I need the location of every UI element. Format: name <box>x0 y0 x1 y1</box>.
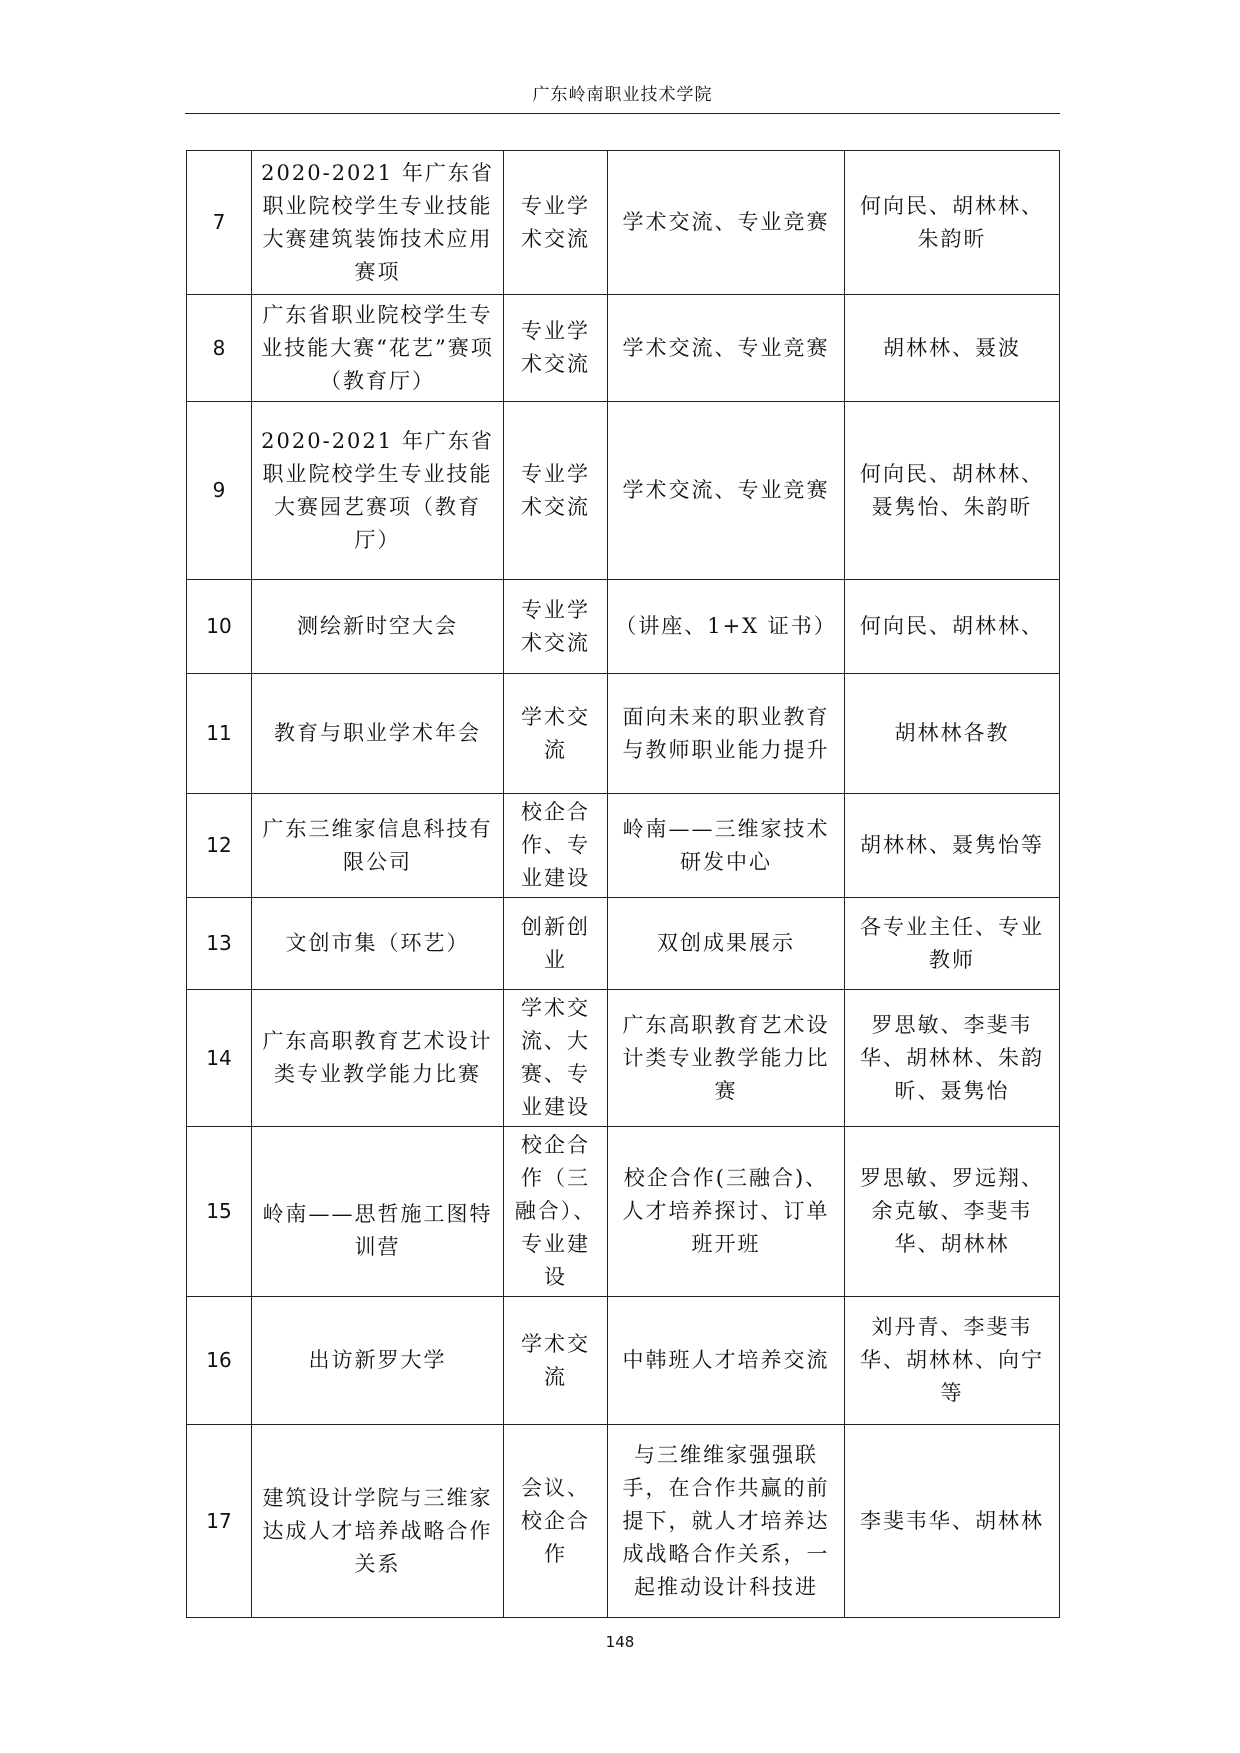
activity-content: 学术交流、专业竞赛 <box>608 151 845 295</box>
row-number: 14 <box>187 990 252 1127</box>
activity-content: 广东高职教育艺术设计类专业教学能力比赛 <box>608 990 845 1127</box>
activity-category: 学术交流 <box>504 1297 608 1425</box>
page-header-title: 广东岭南职业技术学院 <box>532 85 713 105</box>
activity-category: 专业学术交流 <box>504 580 608 674</box>
participants: 何向民、胡林林、聂隽怡、朱韵昕 <box>845 402 1060 580</box>
activity-name: 文创市集（环艺） <box>252 898 504 990</box>
activity-category: 校企合作、专业建设 <box>504 794 608 898</box>
activity-content: 与三维维家强强联手，在合作共赢的前提下，就人才培养达成战略合作关系，一起推动设计科技进 <box>608 1425 845 1618</box>
activity-name: 岭南——思哲施工图特训营 <box>252 1127 504 1297</box>
activity-content: 校企合作(三融合)、人才培养探讨、订单班开班 <box>608 1127 845 1297</box>
table-row <box>187 580 1060 674</box>
row-number: 13 <box>187 898 252 990</box>
activity-content: 面向未来的职业教育与教师职业能力提升 <box>608 674 845 794</box>
table-row <box>187 151 1060 295</box>
activity-category: 校企合作（三融合）、专业建设 <box>504 1127 608 1297</box>
row-number: 8 <box>187 295 252 402</box>
activity-content: 中韩班人才培养交流 <box>608 1297 845 1425</box>
participants: 胡林林、聂隽怡等 <box>845 794 1060 898</box>
participants: 胡林林、聂波 <box>845 295 1060 402</box>
table-row <box>187 794 1060 898</box>
activity-name: 测绘新时空大会 <box>252 580 504 674</box>
table-row <box>187 898 1060 990</box>
participants: 胡林林各教 <box>845 674 1060 794</box>
row-number: 16 <box>187 1297 252 1425</box>
activity-content: 双创成果展示 <box>608 898 845 990</box>
table-row <box>187 1297 1060 1425</box>
table-row <box>187 990 1060 1127</box>
activity-category: 专业学术交流 <box>504 402 608 580</box>
activity-category: 学术交流、大赛、专业建设 <box>504 990 608 1127</box>
row-number: 17 <box>187 1425 252 1618</box>
activity-content: 学术交流、专业竞赛 <box>608 402 845 580</box>
participants: 刘丹青、李斐韦华、胡林林、向宁等 <box>845 1297 1060 1425</box>
page-number: 148 <box>605 1633 635 1651</box>
row-number: 11 <box>187 674 252 794</box>
activity-category: 专业学术交流 <box>504 295 608 402</box>
participants: 李斐韦华、胡林林 <box>845 1425 1060 1618</box>
participants: 何向民、胡林林、朱韵昕 <box>845 151 1060 295</box>
row-number: 9 <box>187 402 252 580</box>
activity-category: 学术交流 <box>504 674 608 794</box>
activity-name: 建筑设计学院与三维家达成人才培养战略合作关系 <box>252 1425 504 1618</box>
table-row <box>187 1425 1060 1618</box>
activity-name: 出访新罗大学 <box>252 1297 504 1425</box>
activity-name: 教育与职业学术年会 <box>252 674 504 794</box>
activity-name: 2020-2021 年广东省职业院校学生专业技能大赛园艺赛项（教育厅） <box>252 402 504 580</box>
participants: 罗思敏、罗远翔、余克敏、李斐韦华、胡林林 <box>845 1127 1060 1297</box>
activity-category: 专业学术交流 <box>504 151 608 295</box>
row-number: 7 <box>187 151 252 295</box>
table-row <box>187 402 1060 580</box>
activity-name: 广东高职教育艺术设计类专业教学能力比赛 <box>252 990 504 1127</box>
table-row <box>187 295 1060 402</box>
activity-table <box>186 150 1060 1618</box>
table-row <box>187 674 1060 794</box>
activity-content: （讲座、1+X 证书） <box>608 580 845 674</box>
activity-name: 广东三维家信息科技有限公司 <box>252 794 504 898</box>
participants: 各专业主任、专业教师 <box>845 898 1060 990</box>
activity-category: 会议、校企合作 <box>504 1425 608 1618</box>
table-row <box>187 1127 1060 1297</box>
row-number: 10 <box>187 580 252 674</box>
header-divider <box>185 113 1060 114</box>
activity-content: 学术交流、专业竞赛 <box>608 295 845 402</box>
participants: 何向民、胡林林、 <box>845 580 1060 674</box>
activity-content: 岭南——三维家技术研发中心 <box>608 794 845 898</box>
row-number: 12 <box>187 794 252 898</box>
activity-name: 广东省职业院校学生专业技能大赛“花艺”赛项（教育厅） <box>252 295 504 402</box>
activity-category: 创新创业 <box>504 898 608 990</box>
activity-name: 2020-2021 年广东省职业院校学生专业技能大赛建筑装饰技术应用赛项 <box>252 151 504 295</box>
row-number: 15 <box>187 1127 252 1297</box>
participants: 罗思敏、李斐韦华、胡林林、朱韵昕、聂隽怡 <box>845 990 1060 1127</box>
